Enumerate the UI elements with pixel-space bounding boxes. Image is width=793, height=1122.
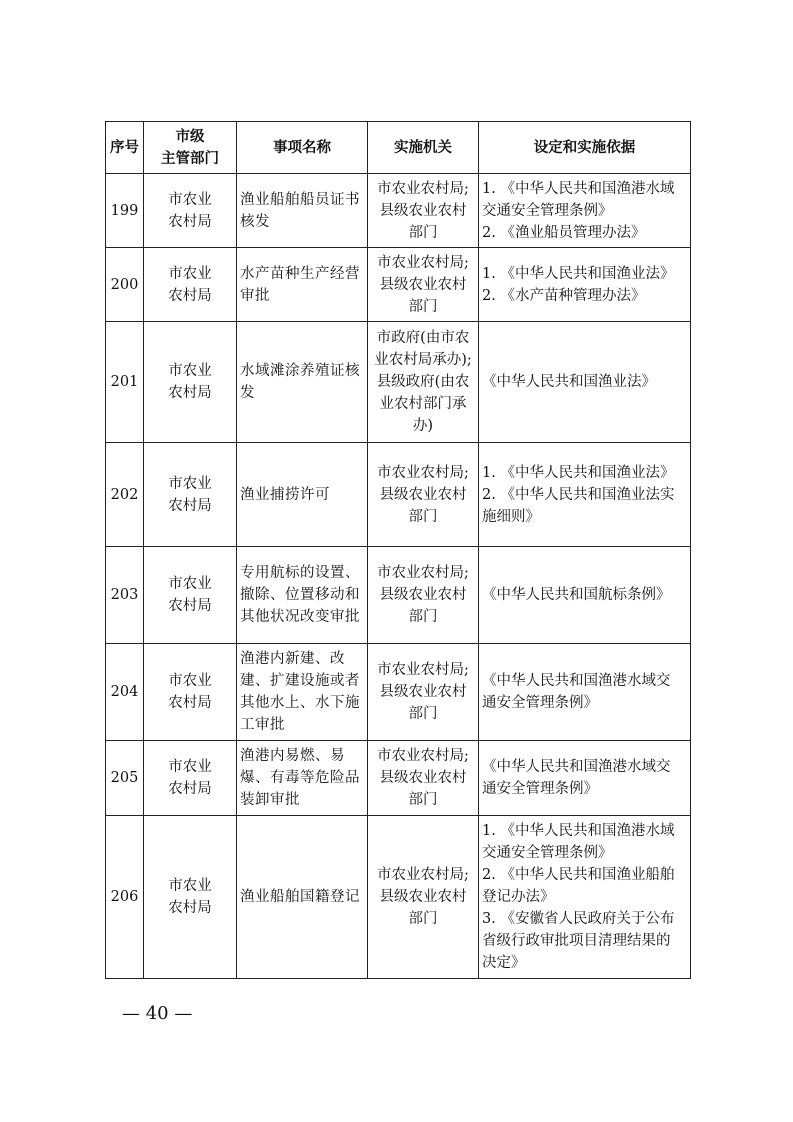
table-header-row: [106, 122, 691, 174]
department-line: 农村局: [168, 497, 212, 514]
department-line: 农村局: [168, 900, 212, 916]
org-line: 县级农业农村: [379, 889, 467, 905]
row-department: [144, 443, 237, 547]
basis-line: 1. 《中华人民共和国渔业法》: [482, 464, 675, 481]
row-implementing-org: [368, 547, 479, 644]
header-legal-basis: 设定和实施依据: [479, 122, 691, 174]
basis-line: 决定》: [482, 955, 526, 971]
org-line: 市农业农村局;: [377, 867, 469, 883]
row-department: [144, 248, 237, 322]
header-department-line: 主管部门: [161, 149, 219, 167]
basis-line: 1. 《中华人民共和国渔港水域: [482, 180, 675, 197]
row-implementing-org: [368, 248, 479, 322]
basis-line: 3. 《安徽省人民政府关于公布: [482, 911, 675, 927]
org-line: 县级农业农村: [379, 276, 467, 293]
row-department: [144, 322, 237, 443]
department-line: 农村局: [168, 287, 212, 304]
basis-line: 2. 《水产苗种管理办法》: [482, 287, 646, 304]
row-item-name: 渔业捕捞许可: [237, 443, 368, 547]
row-legal-basis: [479, 547, 691, 644]
department-line: 市农业: [168, 265, 212, 282]
row-number: 204: [106, 644, 144, 741]
department-line: 农村局: [168, 695, 212, 711]
basis-line: 《中华人民共和国渔业法》: [482, 374, 656, 390]
row-number: 202: [106, 443, 144, 547]
row-item-name: 渔港内易燃、易爆、有毒等危险品装卸审批: [237, 741, 368, 816]
row-number: 201: [106, 322, 144, 443]
page-number: — 40 —: [122, 1003, 193, 1024]
header-number: 序号: [106, 122, 144, 174]
table-row: [106, 174, 691, 248]
row-legal-basis: [479, 248, 691, 322]
basis-line: 通安全管理条例》: [482, 695, 598, 711]
row-department: [144, 547, 237, 644]
approval-items-table: [105, 121, 691, 979]
row-item-name: 渔业船舶国籍登记: [237, 816, 368, 979]
org-line: 市农业农村局;: [377, 662, 469, 678]
header-implementing-org: 实施机关: [368, 122, 479, 174]
org-line: 市农业农村局;: [377, 565, 469, 581]
org-line: 县级农业农村: [379, 486, 467, 503]
table-row: [106, 248, 691, 322]
row-implementing-org: [368, 816, 479, 979]
org-line: 市农业农村局;: [377, 254, 469, 271]
row-implementing-org: [368, 443, 479, 547]
org-line: 部门: [408, 298, 438, 315]
basis-line: 省级行政审批项目清理结果的: [482, 933, 671, 949]
department-line: 市农业: [168, 191, 212, 208]
row-legal-basis: [479, 644, 691, 741]
org-line: 县级农业农村: [379, 770, 467, 786]
org-line: 办): [412, 418, 434, 434]
basis-line: 2. 《中华人民共和国渔业船舶: [482, 867, 675, 883]
org-line: 部门: [408, 706, 438, 722]
basis-line: 《中华人民共和国渔港水域交: [482, 759, 671, 775]
org-line: 部门: [408, 609, 438, 625]
org-line: 县级农业农村: [379, 202, 467, 219]
row-legal-basis: [479, 816, 691, 979]
department-line: 市农业: [168, 576, 212, 592]
row-item-name: 渔港内新建、改建、扩建设施或者其他水上、水下施工审批: [237, 644, 368, 741]
table-row: [106, 644, 691, 741]
org-line: 县级农业农村: [379, 684, 467, 700]
row-number: 206: [106, 816, 144, 979]
org-line: 市政府(由市农: [376, 330, 470, 346]
org-line: 部门: [408, 792, 438, 808]
department-line: 市农业: [168, 475, 212, 492]
row-implementing-org: [368, 174, 479, 248]
row-department: [144, 174, 237, 248]
header-department: [144, 122, 237, 174]
org-line: 县级农业农村: [379, 587, 467, 603]
row-legal-basis: [479, 322, 691, 443]
basis-line: 通安全管理条例》: [482, 781, 598, 797]
basis-line: 《中华人民共和国航标条例》: [482, 587, 671, 603]
header-department-line: 市级: [175, 127, 205, 145]
org-line: 部门: [408, 224, 438, 241]
row-legal-basis: [479, 741, 691, 816]
org-line: 部门: [408, 911, 438, 927]
table-row: [106, 322, 691, 443]
row-number: 203: [106, 547, 144, 644]
row-legal-basis: [479, 174, 691, 248]
basis-line: 1. 《中华人民共和国渔业法》: [482, 265, 675, 282]
department-line: 市农业: [168, 673, 212, 689]
basis-line: 交通安全管理条例》: [482, 845, 613, 861]
department-line: 市农业: [168, 759, 212, 775]
table-row: [106, 816, 691, 979]
row-item-name: 渔业船舶船员证书核发: [237, 174, 368, 248]
org-line: 业农村部门承: [379, 396, 467, 412]
row-implementing-org: [368, 644, 479, 741]
row-item-name: 水域滩涂养殖证核发: [237, 322, 368, 443]
department-line: 农村局: [168, 213, 212, 230]
basis-line: 登记办法》: [482, 889, 555, 905]
row-department: [144, 816, 237, 979]
header-item-name: 事项名称: [237, 122, 368, 174]
department-line: 市农业: [168, 363, 212, 379]
row-number: 199: [106, 174, 144, 248]
row-department: [144, 644, 237, 741]
basis-line: 《中华人民共和国渔港水域交: [482, 673, 671, 689]
basis-line: 1. 《中华人民共和国渔港水域: [482, 823, 675, 839]
department-line: 农村局: [168, 598, 212, 614]
table-body: [106, 174, 691, 979]
table-row: [106, 741, 691, 816]
org-line: 部门: [408, 508, 438, 525]
row-implementing-org: [368, 741, 479, 816]
row-number: 200: [106, 248, 144, 322]
row-legal-basis: [479, 443, 691, 547]
department-line: 农村局: [168, 385, 212, 401]
row-number: 205: [106, 741, 144, 816]
org-line: 市农业农村局;: [377, 180, 469, 197]
row-item-name: 水产苗种生产经营审批: [237, 248, 368, 322]
table-row: [106, 547, 691, 644]
row-implementing-org: [368, 322, 479, 443]
department-line: 农村局: [168, 781, 212, 797]
basis-line: 施细则》: [482, 508, 540, 525]
row-item-name: 专用航标的设置、撤除、位置移动和其他状况改变审批: [237, 547, 368, 644]
department-line: 市农业: [168, 878, 212, 894]
row-department: [144, 741, 237, 816]
basis-line: 2. 《中华人民共和国渔业法实: [482, 486, 675, 503]
org-line: 业农村局承办);: [374, 352, 472, 368]
basis-line: 交通安全管理条例》: [482, 202, 613, 219]
org-line: 县级政府(由农: [376, 374, 470, 390]
org-line: 市农业农村局;: [377, 748, 469, 764]
basis-line: 2. 《渔业船员管理办法》: [482, 224, 646, 241]
table-row: [106, 443, 691, 547]
org-line: 市农业农村局;: [377, 464, 469, 481]
